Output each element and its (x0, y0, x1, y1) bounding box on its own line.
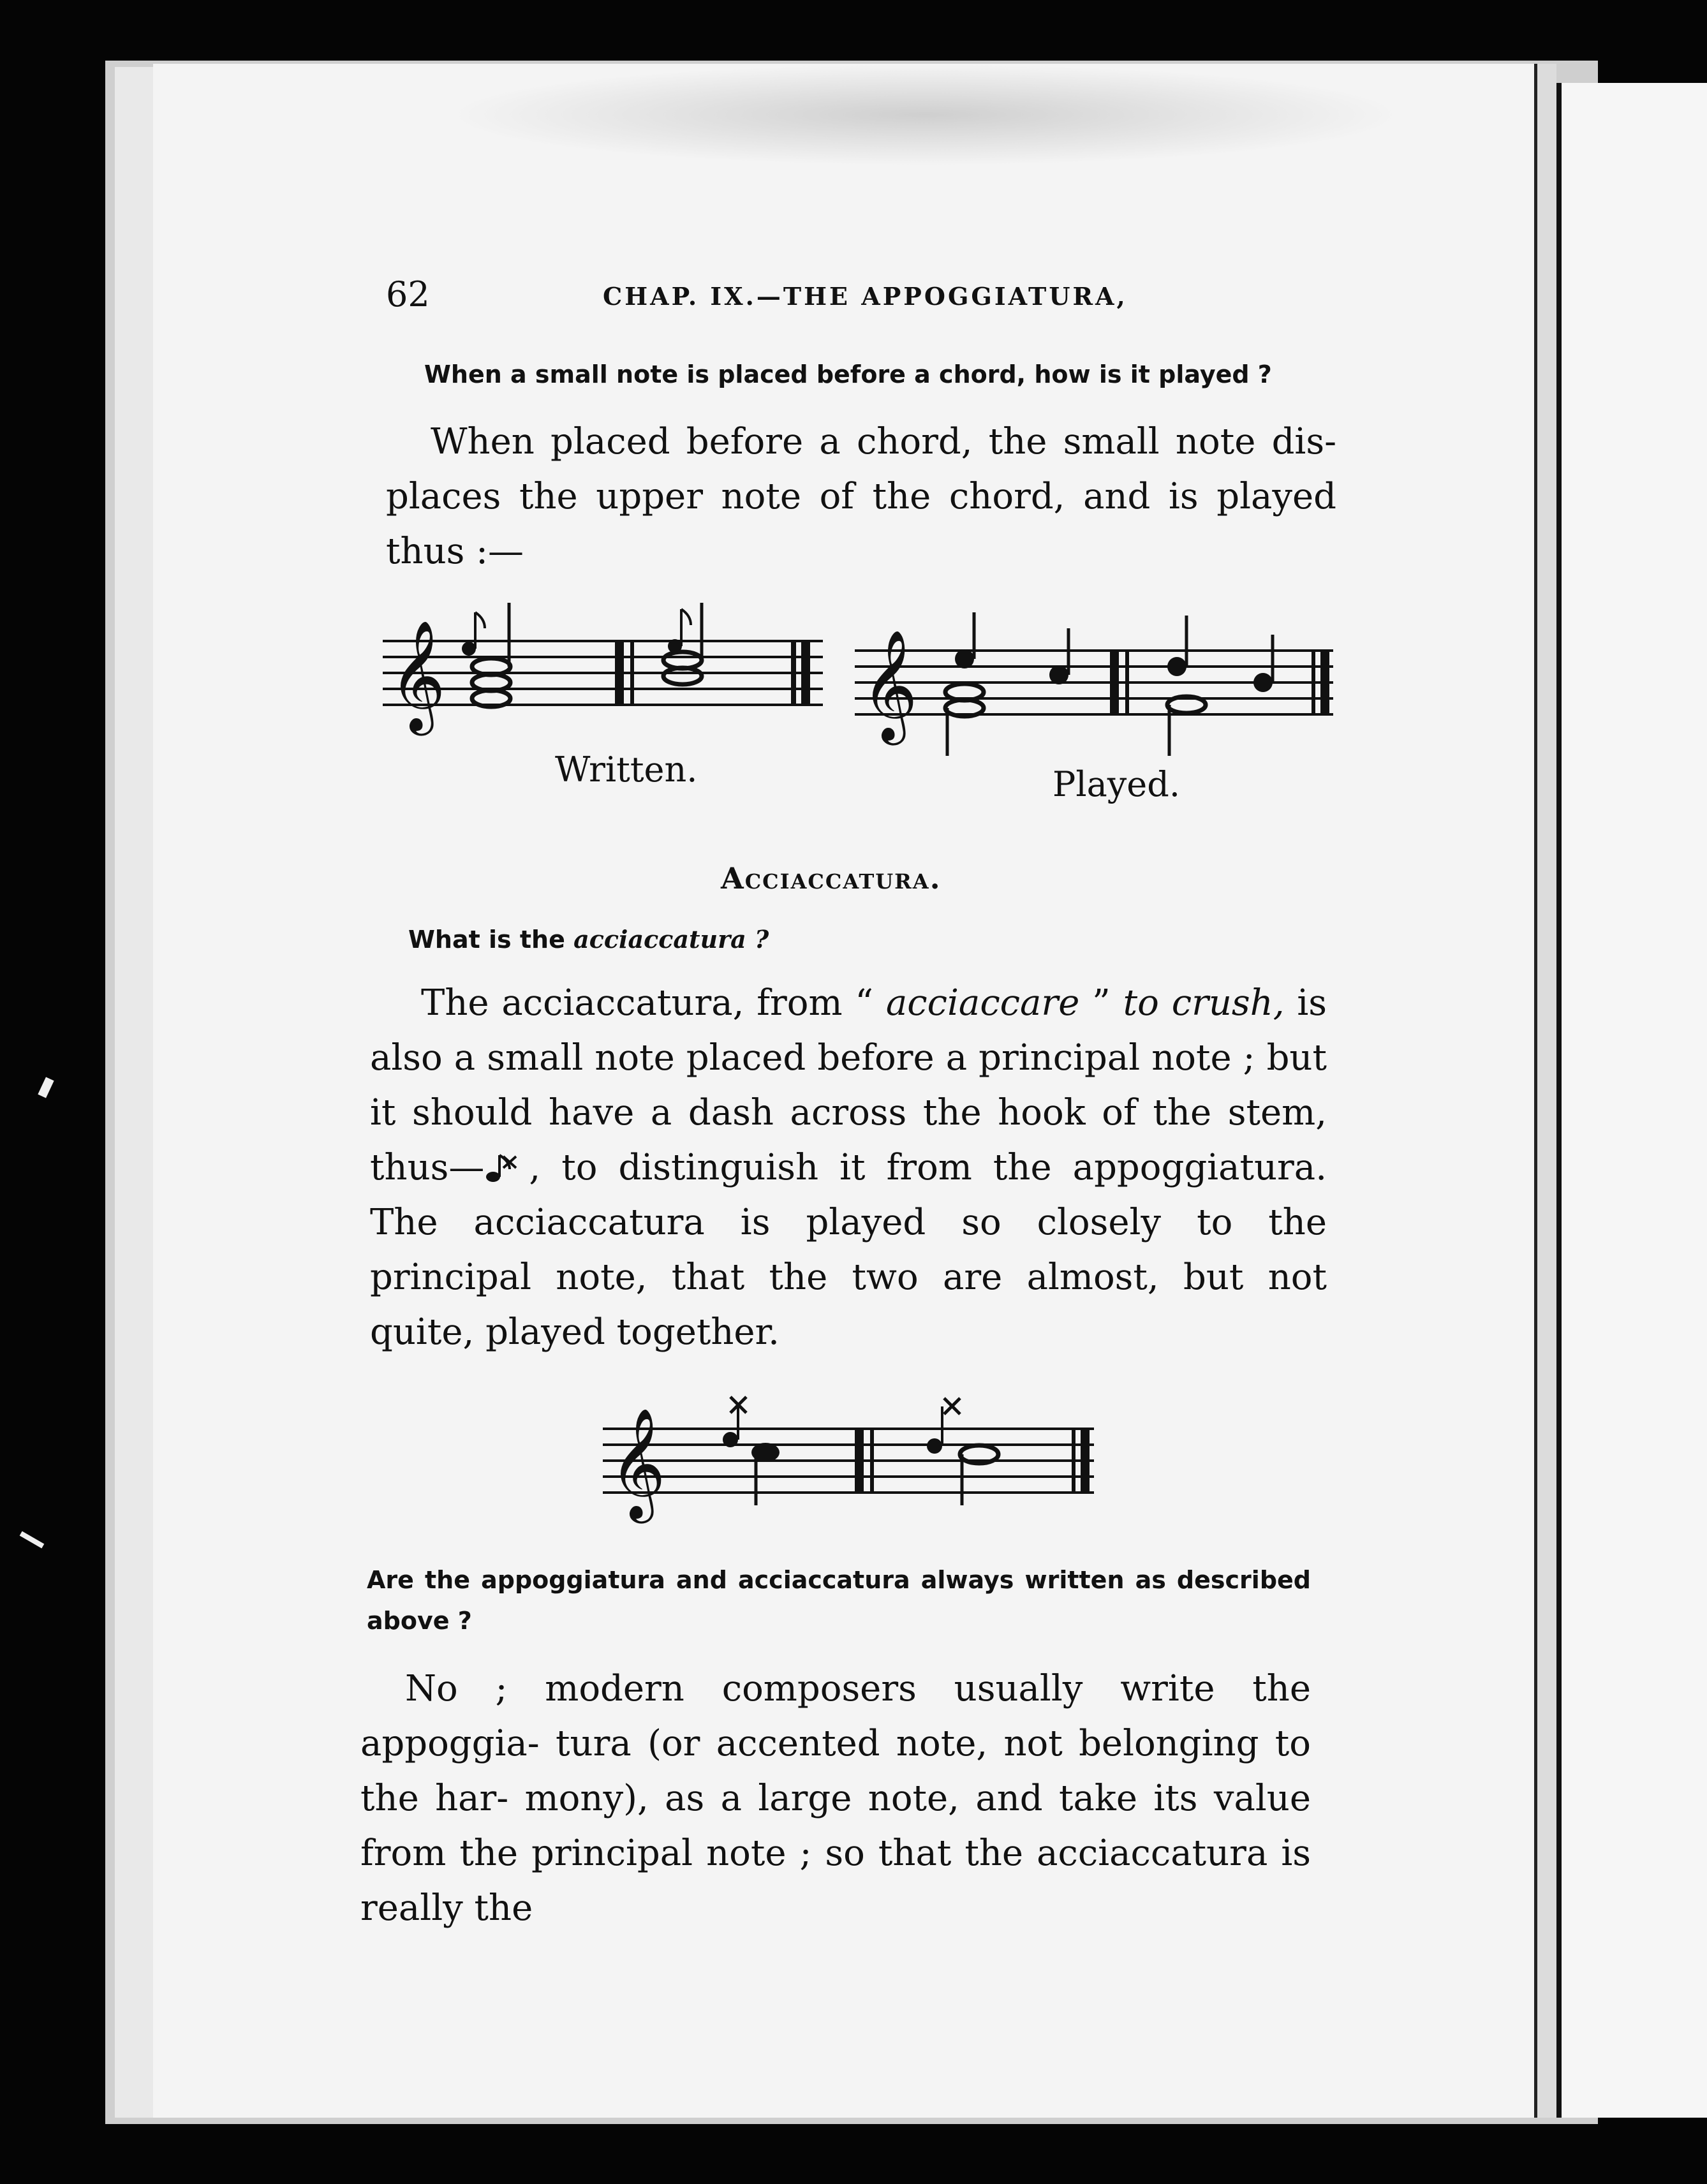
answer-acciaccatura-text (370, 976, 1327, 1360)
svg-text:𝄞: 𝄞 (389, 620, 446, 731)
question-written-as-described: Are the appoggiatura and acciaccatura always written as described above ? (367, 1566, 1311, 1635)
answer-modern-composers (360, 1662, 1311, 1936)
answer-acciaccatura (370, 976, 1327, 1360)
music-example-written (383, 603, 823, 756)
page-number: 62 (386, 274, 430, 314)
caption-written: Written. (555, 749, 698, 790)
question-acciaccatura (408, 925, 1046, 954)
answer-italic2: to crush, (1123, 982, 1285, 1024)
staff-played (855, 612, 1333, 765)
answer-italic1: acciaccare (885, 982, 1080, 1024)
question-chord: When a small note is placed before a chord, how is it played ? (424, 360, 1272, 388)
answer-part2: ” (1079, 982, 1123, 1024)
staff-acciaccatura (603, 1391, 1094, 1544)
caption-played: Played. (1053, 764, 1180, 804)
svg-text:𝄞: 𝄞 (861, 630, 918, 741)
facing-page (1556, 83, 1707, 2118)
answer-part1: The acciaccatura, from “ (421, 982, 886, 1024)
running-head: CHAP. IX.—THE APPOGGIATURA, (603, 282, 1128, 311)
question-italic: acciaccatura ? (573, 925, 769, 954)
section-title-acciaccatura (721, 861, 942, 896)
acciaccatura-symbol-icon (484, 1153, 529, 1184)
svg-text:𝄞: 𝄞 (609, 1408, 666, 1519)
answer-modern-composers-text: No ; modern composers usually write the appoggia- tura (or accented note, not belonging to the har- mony), as a large note, and take its value from the principal note ; so that the acciaccatura is really the (360, 1668, 1311, 1929)
music-example-played (855, 612, 1333, 765)
section-title-text: Acciaccatura. (721, 861, 942, 896)
answer-part3: is also a small note placed before a principal note ; but it should have a dash across the hook of the stem, thus— (370, 982, 1327, 1188)
music-example-acciaccatura (603, 1391, 1094, 1544)
page-fore-edge (1534, 64, 1556, 2118)
question-prefix: What is the (408, 926, 574, 954)
scan-shadow (447, 64, 1403, 166)
answer-part4: , to distinguish it from the appoggiatura. The acciaccatura is played so closely to the principal note, that the two are almost, but not quite, played together. (370, 1147, 1327, 1353)
answer-chord-text: When placed before a chord, the small note dis- places the upper note of the chord, and is played thus :— (386, 421, 1336, 572)
page-gutter (115, 67, 156, 2118)
staff-written (383, 603, 823, 756)
answer-chord (386, 415, 1336, 579)
page-header (386, 274, 1330, 325)
